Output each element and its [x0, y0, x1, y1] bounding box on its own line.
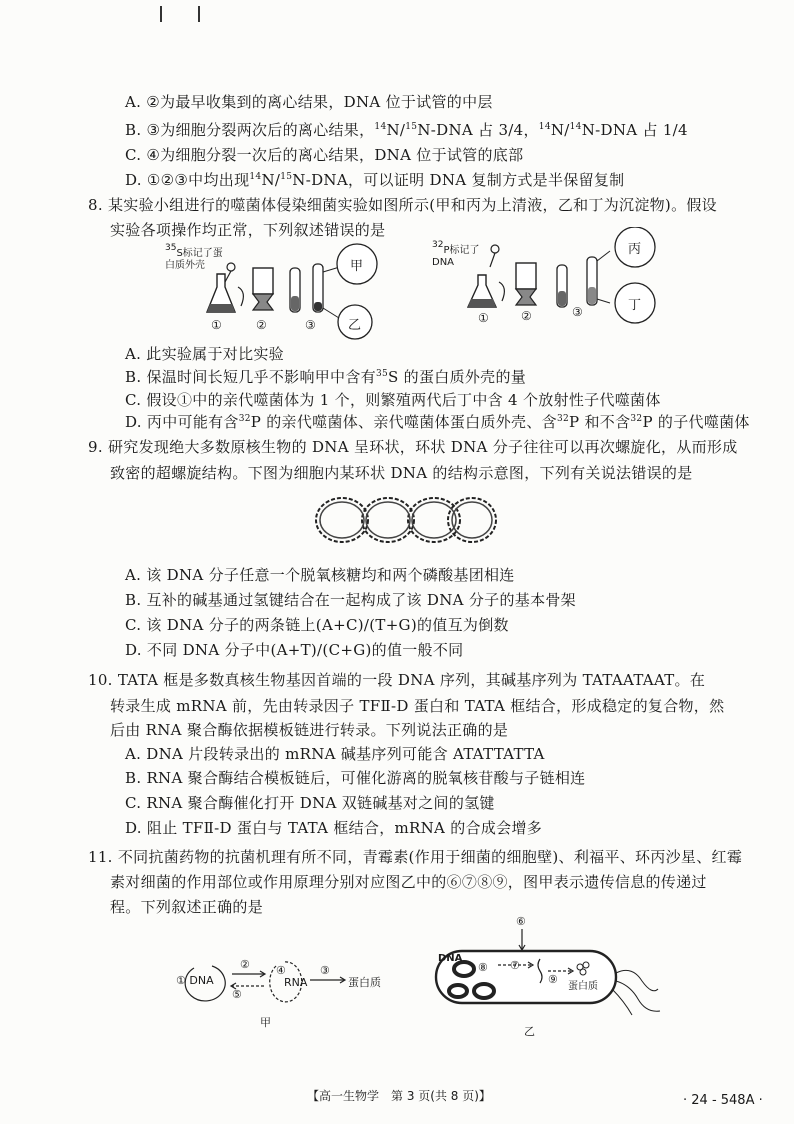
scan-mark-left [160, 6, 162, 22]
q8-option-d: D. 丙中可能有含$^{32}$P 的亲代噬菌体、亲代噬菌体蛋白质外壳、含$^{32}$P 和不含$^{32}$P 的子代噬菌体 [125, 413, 750, 431]
q11-stem-line3: 程。下列叙述正确的是 [110, 898, 264, 916]
q10-option-a: A. DNA 片段转录出的 mRNA 碱基序列可能含 ATATTATTA [125, 745, 545, 763]
jia-node-protein: 蛋白质 [348, 976, 381, 989]
page-footer: 【高一生物学 第 3 页(共 8 页)】 [307, 1089, 491, 1103]
q10-stem-line1: 10. TATA 框是多数真核生物基因首端的一段 DNA 序列，其碱基序列为 TATAATAAT。在 [88, 671, 706, 689]
q11-stem-line1: 11. 不同抗菌药物的抗菌机理有所不同，青霉素(作用于细菌的细胞壁)、利福平、环丙沙星、红霉 [88, 848, 743, 866]
jia-label-3: ③ [320, 964, 330, 977]
q8-right-step2: ② [521, 309, 532, 323]
figure-jia [172, 952, 402, 1032]
q8-left-label: $^{35}$S标记了蛋 白质外壳 [165, 243, 223, 271]
scan-mark-right [198, 6, 200, 22]
q8-figure-left [165, 242, 395, 342]
q9-stem-line2: 致密的超螺旋结构。下图为细胞内某环状 DNA 的结构示意图，下列有关说法错误的是 [110, 464, 693, 482]
q8-stem-line2: 实验各项操作均正常，下列叙述错误的是 [110, 221, 386, 239]
q8-right-step3: ③ [572, 305, 583, 319]
q7-option-a: A. ②为最早收集到的离心结果，DNA 位于试管的中层 [125, 93, 493, 111]
q7-option-d: D. ①②③中均出现$^{14}$N/$^{15}$N-DNA，可以证明 DNA 复制方式是半保留复制 [125, 171, 625, 189]
yi-label-protein: 蛋白质 [568, 981, 598, 992]
jia-label-4: ④ [276, 964, 286, 977]
q8-option-c: C. 假设①中的亲代噬菌体为 1 个，则繁殖两代后丁中含 4 个放射性子代噬菌体 [125, 391, 661, 409]
q10-option-b: B. RNA 聚合酶结合模板链后，可催化游离的脱氧核苷酸与子链相连 [125, 769, 586, 787]
q7-option-c: C. ④为细胞分裂一次后的离心结果，DNA 位于试管的底部 [125, 146, 524, 164]
q8-right-step1: ① [478, 311, 489, 325]
q10-stem-line3: 后由 RNA 聚合酶依据模板链进行转录。下列说法正确的是 [110, 721, 509, 739]
yi-label-6: ⑥ [516, 915, 526, 928]
yi-label-dna: DNA [438, 953, 463, 964]
jia-node-rna: RNA [284, 976, 308, 989]
jia-label-5: ⑤ [232, 988, 242, 1001]
jia-label-2: ② [240, 958, 250, 971]
figure-yi [432, 915, 662, 1045]
yi-label-8: ⑧ [478, 961, 488, 974]
q10-option-d: D. 阻止 TFⅡ-D 蛋白与 TATA 框结合，mRNA 的合成会增多 [125, 819, 543, 837]
yi-label-9: ⑨ [548, 973, 558, 986]
q9-option-a: A. 该 DNA 分子任意一个脱氧核糖均和两个磷酸基团相连 [125, 566, 515, 584]
q8-option-b: B. 保温时间长短几乎不影响甲中含有$^{35}$S 的蛋白质外壳的量 [125, 368, 527, 386]
q10-stem-line2: 转录生成 mRNA 前，先由转录因子 TFⅡ-D 蛋白和 TATA 框结合，形成稳定的复合物，然 [110, 697, 725, 715]
q8-left-step2: ② [256, 318, 267, 332]
q8-label-jia: 甲 [350, 259, 364, 274]
q9-stem-line1: 9. 研究发现绝大多数原核生物的 DNA 呈环状，环状 DNA 分子往往可以再次螺旋化，从而形成 [88, 438, 738, 456]
jia-caption: 甲 [260, 1016, 271, 1029]
q8-figure-right [432, 227, 672, 327]
q10-option-c: C. RNA 聚合酶催化打开 DNA 双链碱基对之间的氢键 [125, 794, 495, 812]
q8-label-bing: 丙 [628, 242, 642, 257]
q9-option-b: B. 互补的碱基通过氢键结合在一起构成了该 DNA 分子的基本骨架 [125, 591, 576, 609]
q8-label-ding: 丁 [628, 298, 642, 313]
q9-option-d: D. 不同 DNA 分子中(A+T)/(C+G)的值一般不同 [125, 641, 464, 659]
q8-option-a: A. 此实验属于对比实验 [125, 345, 284, 363]
figure-jia-arrows [172, 952, 402, 1032]
q7-option-b: B. ③为细胞分裂两次后的离心结果，$^{14}$N/$^{15}$N-DNA 占 3/4，$^{14}$N/$^{14}$N-DNA 占 1/4 [125, 121, 688, 139]
q8-right-label: $^{32}$P标记了 DNA [432, 240, 480, 268]
yi-caption: 乙 [524, 1025, 535, 1038]
q8-left-step1: ① [211, 318, 222, 332]
jia-node-dna: ① DNA [176, 974, 214, 987]
yi-label-7: ⑦ [510, 959, 520, 972]
q8-label-yi: 乙 [348, 318, 362, 333]
q11-stem-line2: 素对细菌的作用部位或作用原理分别对应图乙中的⑥⑦⑧⑨，图甲表示遗传信息的传递过 [110, 873, 707, 891]
supercoiled-dna-diagram [312, 492, 502, 548]
q8-left-step3: ③ [305, 318, 316, 332]
q9-option-c: C. 该 DNA 分子的两条链上(A+C)/(T+G)的值互为倒数 [125, 616, 509, 634]
figure-yi-bacterium [432, 915, 662, 1045]
q8-stem-line1: 8. 某实验小组进行的噬菌体侵染细菌实验如图所示(甲和丙为上清液，乙和丁为沉淀物)。假设 [88, 196, 717, 214]
paper-code: · 24 - 548A · [683, 1093, 763, 1108]
